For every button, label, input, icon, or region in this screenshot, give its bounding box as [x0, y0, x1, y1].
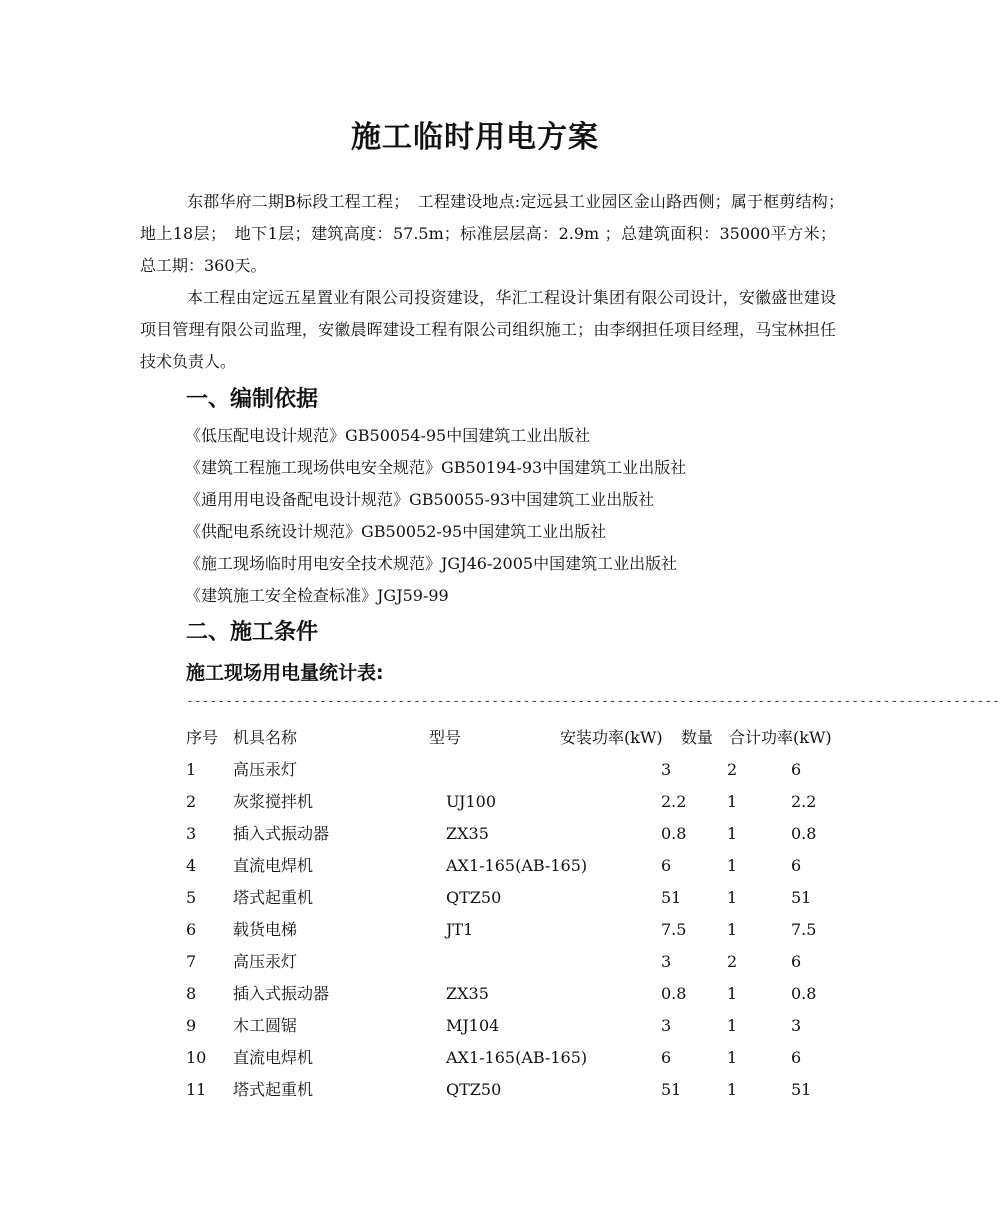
cell-equipment-name: 木工圆锯 [233, 1016, 298, 1035]
cell-quantity: 1 [727, 792, 738, 811]
cell-quantity: 1 [727, 856, 738, 875]
table-row [186, 1074, 846, 1106]
project-overview-paragraph: 东郡华府二期B标段工程工程； 工程建设地点:定远县工业园区金山路西侧；属于框剪结构； 地上18层； 地下1层；建筑高度：57.5m；标准层层高：2.9m ；总建筑面积：35000平方米；总工期：360天。 [140, 192, 853, 275]
cell-equipment-name: 塔式起重机 [233, 888, 314, 907]
cell-quantity: 2 [727, 952, 738, 971]
cell-equipment-name: 载货电梯 [233, 920, 298, 939]
cell-index: 11 [186, 1080, 207, 1099]
table-row [186, 754, 846, 786]
cell-model: JT1 [446, 920, 474, 939]
cell-index: 1 [186, 760, 197, 779]
cell-installed-power: 2.2 [661, 792, 687, 811]
cell-model: AX1-165(AB-165) [446, 856, 588, 875]
reference-item: 《通用用电设备配电设计规范》GB50055-93中国建筑工业出版社 [185, 490, 655, 509]
cell-index: 3 [186, 824, 197, 843]
cell-equipment-name: 直流电焊机 [233, 1048, 314, 1067]
header-installed-power: 安装功率(kW) [560, 728, 663, 747]
project-parties-paragraph: 本工程由定远五星置业有限公司投资建设，华汇工程设计集团有限公司设计，安徽盛世建设项目管理有限公司监理，安徽晨晖建设工程有限公司组织施工；由李纲担任项目经理，马宝林担任技术负责人。 [140, 288, 836, 371]
cell-equipment-name: 插入式振动器 [233, 824, 330, 843]
cell-model: ZX35 [446, 984, 489, 1003]
cell-quantity: 1 [727, 1016, 738, 1035]
reference-item: 《低压配电设计规范》GB50054-95中国建筑工业出版社 [185, 426, 591, 445]
cell-total-power: 0.8 [791, 984, 817, 1003]
cell-model: QTZ50 [446, 888, 502, 907]
cell-installed-power: 6 [661, 856, 672, 875]
header-model: 型号 [429, 728, 462, 747]
table-row [186, 850, 846, 882]
cell-quantity: 1 [727, 920, 738, 939]
table-body [186, 754, 846, 1106]
cell-total-power: 6 [791, 760, 802, 779]
cell-total-power: 7.5 [791, 920, 817, 939]
table-row [186, 882, 846, 914]
cell-installed-power: 0.8 [661, 984, 687, 1003]
cell-installed-power: 51 [661, 888, 682, 907]
reference-item: 《建筑工程施工现场供电安全规范》GB50194-93中国建筑工业出版社 [185, 458, 687, 477]
table-row [186, 914, 846, 946]
cell-model: ZX35 [446, 824, 489, 843]
header-equipment-name: 机具名称 [233, 728, 298, 747]
cell-model: UJ100 [446, 792, 497, 811]
cell-index: 8 [186, 984, 197, 1003]
cell-quantity: 1 [727, 1048, 738, 1067]
table-row [186, 946, 846, 978]
cell-equipment-name: 直流电焊机 [233, 856, 314, 875]
cell-index: 10 [186, 1048, 207, 1067]
cell-index: 2 [186, 792, 197, 811]
cell-installed-power: 7.5 [661, 920, 687, 939]
cell-index: 9 [186, 1016, 197, 1035]
section-heading-basis: 一、编制依据 [186, 387, 319, 412]
cell-total-power: 2.2 [791, 792, 817, 811]
table-row [186, 786, 846, 818]
cell-equipment-name: 高压汞灯 [233, 760, 298, 779]
cell-quantity: 1 [727, 984, 738, 1003]
cell-total-power: 6 [791, 952, 802, 971]
cell-total-power: 51 [791, 1080, 812, 1099]
cell-index: 6 [186, 920, 197, 939]
cell-model: AX1-165(AB-165) [446, 1048, 588, 1067]
reference-list [185, 420, 686, 612]
cell-model: MJ104 [446, 1016, 500, 1035]
cell-index: 7 [186, 952, 197, 971]
cell-total-power: 0.8 [791, 824, 817, 843]
table-header-row [186, 722, 846, 754]
table-row [186, 1010, 846, 1042]
cell-index: 5 [186, 888, 197, 907]
table-row [186, 978, 846, 1010]
table-caption: 施工现场用电量统计表: [186, 662, 384, 684]
cell-installed-power: 0.8 [661, 824, 687, 843]
cell-quantity: 1 [727, 888, 738, 907]
cell-quantity: 2 [727, 760, 738, 779]
cell-installed-power: 51 [661, 1080, 682, 1099]
power-usage-table [186, 722, 846, 1106]
cell-equipment-name: 高压汞灯 [233, 952, 298, 971]
cell-total-power: 6 [791, 1048, 802, 1067]
reference-item: 《施工现场临时用电安全技术规范》JGJ46-2005中国建筑工业出版社 [185, 554, 678, 573]
reference-item: 《供配电系统设计规范》GB50052-95中国建筑工业出版社 [185, 522, 607, 541]
header-quantity: 数量 [681, 728, 714, 747]
dashed-divider: -------------------------------------------------------------------------------------------------------- [186, 694, 1000, 709]
header-index: 序号 [186, 728, 219, 747]
cell-installed-power: 6 [661, 1048, 672, 1067]
cell-index: 4 [186, 856, 197, 875]
cell-installed-power: 3 [661, 1016, 672, 1035]
cell-model: QTZ50 [446, 1080, 502, 1099]
cell-quantity: 1 [727, 824, 738, 843]
cell-total-power: 3 [791, 1016, 802, 1035]
cell-total-power: 6 [791, 856, 802, 875]
cell-installed-power: 3 [661, 760, 672, 779]
cell-total-power: 51 [791, 888, 812, 907]
header-total-power: 合计功率(kW) [729, 728, 832, 747]
section-heading-conditions: 二、施工条件 [186, 620, 319, 645]
document-title: 施工临时用电方案 [351, 120, 599, 155]
table-row [186, 1042, 846, 1074]
table-row [186, 818, 846, 850]
cell-equipment-name: 插入式振动器 [233, 984, 330, 1003]
cell-equipment-name: 灰浆搅拌机 [233, 792, 314, 811]
reference-item: 《建筑施工安全检查标准》JGJ59-99 [185, 586, 449, 605]
cell-equipment-name: 塔式起重机 [233, 1080, 314, 1099]
cell-quantity: 1 [727, 1080, 738, 1099]
cell-installed-power: 3 [661, 952, 672, 971]
